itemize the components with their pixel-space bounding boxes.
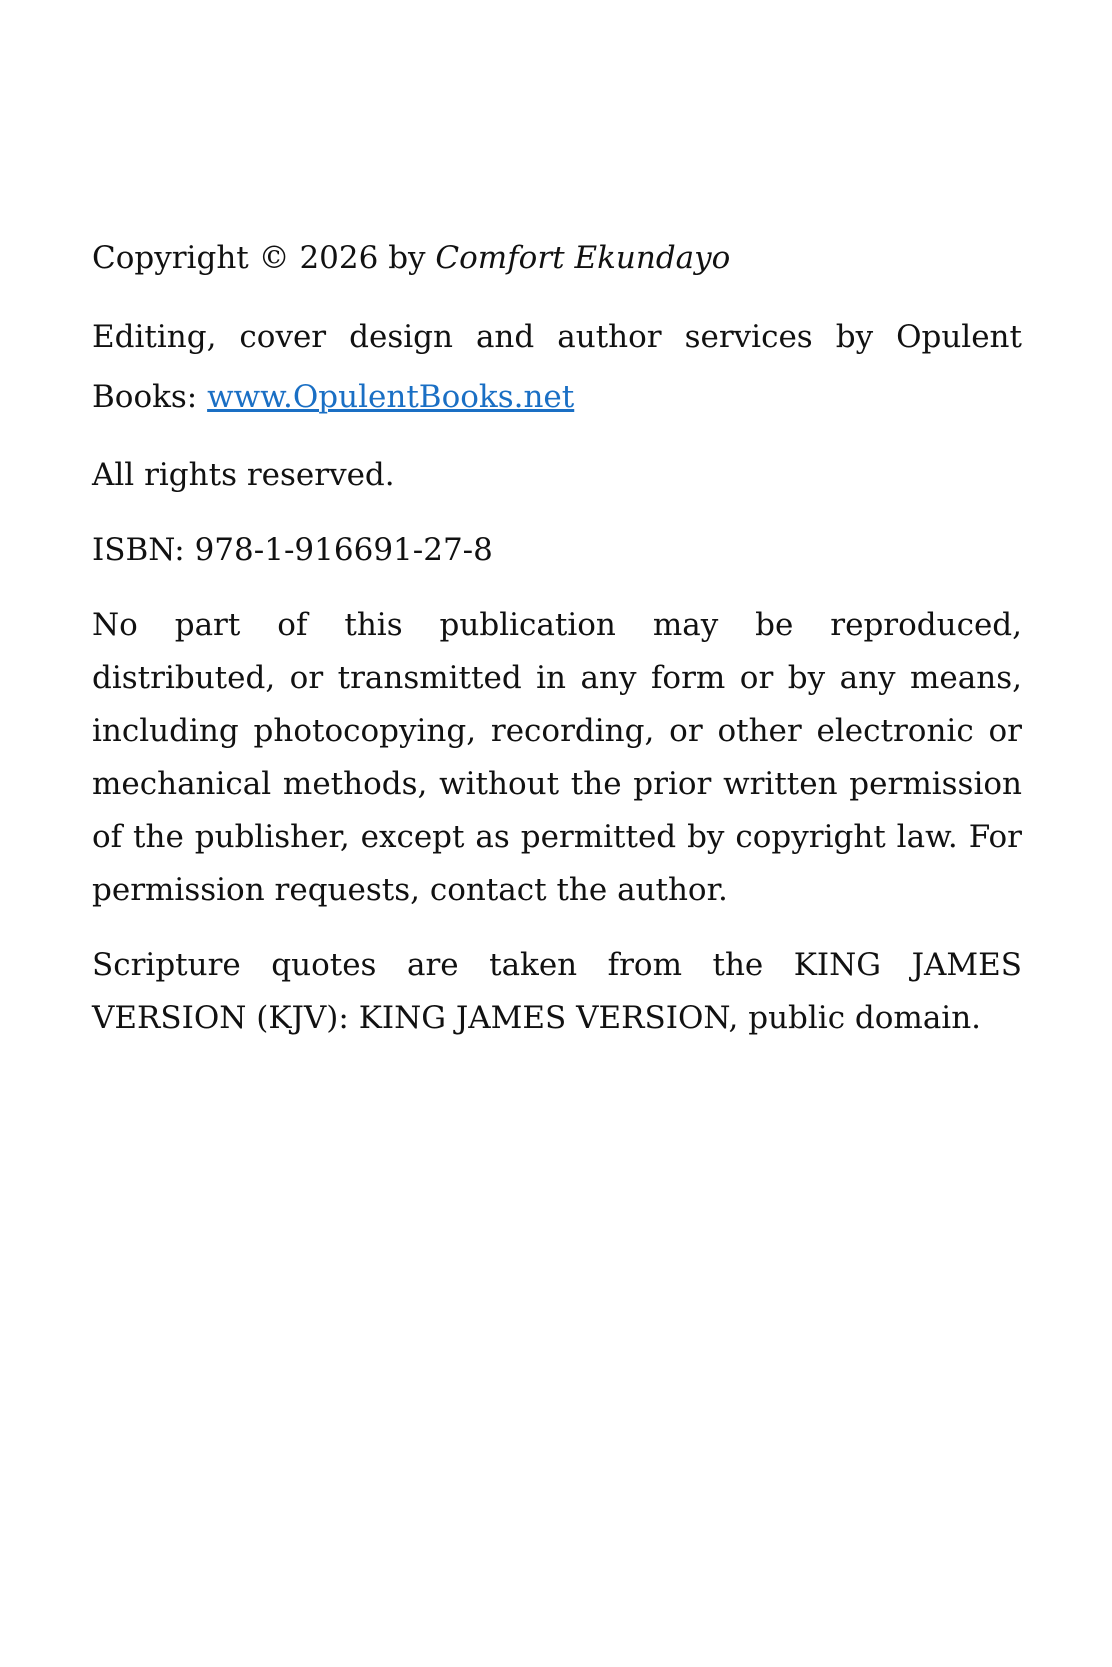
copyright-line [92, 232, 1022, 285]
copyright-page [92, 232, 1022, 1067]
scripture-notice: Scripture quotes are taken from the KING JAMES VERSION (KJV): KING JAMES VERSION, public domain. [92, 947, 1022, 1036]
copyright-prefix: Copyright © 2026 by [92, 240, 436, 276]
isbn-line: ISBN: 978-1-916691-27-8 [92, 532, 493, 568]
publisher-link[interactable]: www.OpulentBooks.net [207, 379, 575, 415]
rights-line: All rights reserved. [92, 457, 395, 493]
services-line [92, 307, 1022, 427]
services-text: Editing, cover design and author services by Opulent Books: [92, 319, 1022, 415]
permission-notice: No part of this publication may be reproduced, distributed, or transmitted in any form or by any means, including photocopying, recording, or other electronic or mechanical methods, without the prior written permission of the publisher, except as permitted by copyright law. For permission requests, contact the author. [92, 607, 1022, 908]
author-name: Comfort Ekundayo [435, 240, 731, 276]
